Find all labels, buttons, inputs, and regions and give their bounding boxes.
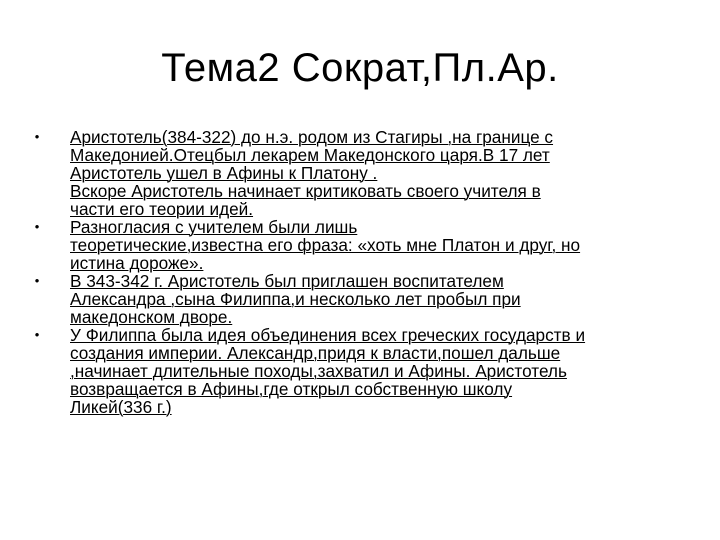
text-line: Аристотель ушел в Афины к Платону .: [70, 163, 378, 183]
text-line: Разногласия с учителем были лишь: [70, 217, 358, 237]
text-line: В 343-342 г. Аристотель был приглашен воспитателем: [70, 271, 504, 291]
bullet-text: [70, 326, 690, 416]
text-line: возвращается в Афины,где открыл собственную школу: [70, 379, 513, 399]
text-line: Аристотель(384-322) до н.э. родом из Стагиры ,на границе с: [70, 127, 554, 147]
bullet-item: [30, 218, 690, 272]
text-line: Александра ,сына Филиппа,и несколько лет пробыл при: [70, 289, 521, 309]
bullet-icon: •: [34, 273, 40, 288]
text-line: Ликей(336 г.): [70, 397, 172, 417]
bullet-item: [30, 272, 690, 326]
bullet-icon: •: [34, 327, 40, 342]
bullet-text: [70, 128, 690, 218]
bullet-item: [30, 128, 690, 218]
bullet-list: [30, 128, 690, 416]
bullet-item: [30, 326, 690, 416]
bullet-icon: •: [34, 219, 40, 234]
bullet-text: [70, 218, 690, 272]
slide-title: Тема2 Сократ,Пл.Ар.: [161, 46, 559, 90]
bullet-text: [70, 272, 690, 326]
text-line: истина дороже».: [70, 253, 204, 273]
text-line: создания империи. Александр,придя к власти,пошел дальше: [70, 343, 561, 363]
text-line: ,начинает длительные походы,захватил и Афины. Аристотель: [70, 361, 567, 381]
text-line: македонском дворе.: [70, 307, 233, 327]
bullet-icon: •: [34, 129, 40, 144]
text-line: теоретические,известна его фраза: «хоть мне Платон и друг, но: [70, 235, 581, 255]
text-line: Македонией.Отецбыл лекарем Македонского царя.В 17 лет: [70, 145, 550, 165]
text-line: Вскоре Аристотель начинает критиковать своего учителя в: [70, 181, 541, 201]
text-line: части его теории идей.: [70, 199, 254, 219]
text-line: У Филиппа была идея объединения всех греческих государств и: [70, 325, 586, 345]
